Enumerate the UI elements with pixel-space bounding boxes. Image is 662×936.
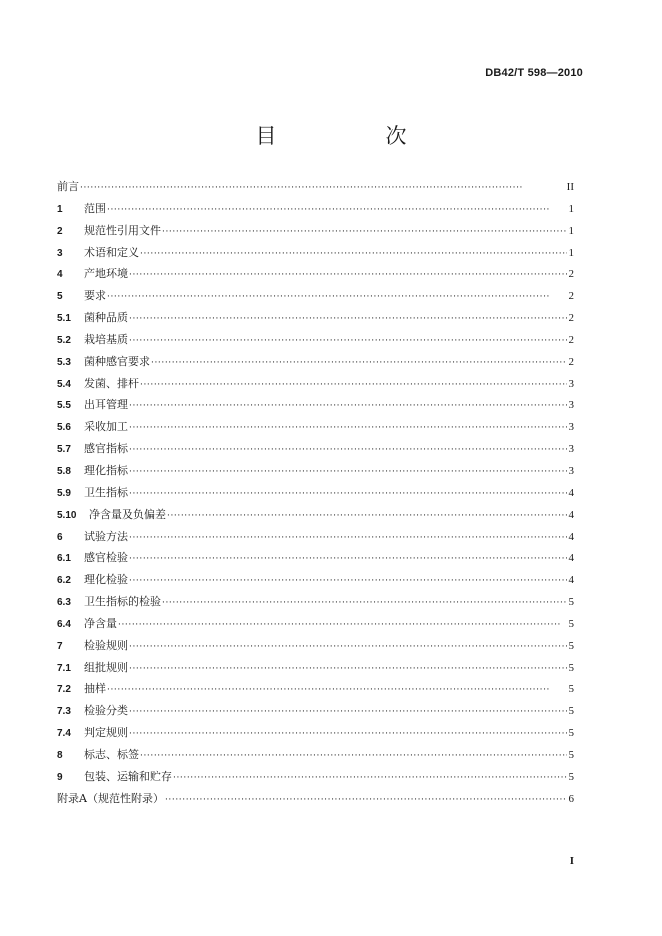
toc-label: 净含量及负偏差 [89, 507, 166, 521]
toc-label: 检验规则 [84, 638, 128, 652]
toc-label: 感官检验 [84, 551, 128, 565]
toc-page: 4 [568, 486, 574, 499]
toc-label: 菌种品质 [84, 311, 128, 325]
toc-number: 6.1 [57, 553, 71, 565]
toc-label: 出耳管理 [84, 398, 128, 412]
toc-label: 标志、标签 [84, 747, 139, 761]
toc-entry[interactable] [57, 613, 574, 635]
toc-page: 1 [568, 246, 574, 259]
toc-label: 规范性引用文件 [84, 223, 161, 237]
dot-leader [129, 418, 567, 440]
toc-entry[interactable] [57, 788, 574, 810]
table-of-contents [57, 176, 574, 809]
toc-label: 术语和定义 [84, 245, 139, 259]
toc-page: 5 [568, 639, 574, 652]
dot-leader [140, 746, 567, 768]
dot-leader [129, 484, 567, 506]
toc-page: 5 [568, 770, 574, 783]
toc-entry[interactable] [57, 744, 574, 766]
toc-label: 检验分类 [84, 704, 128, 718]
dot-leader [107, 680, 567, 702]
toc-page: 2 [568, 290, 574, 303]
toc-number: 5.5 [57, 400, 71, 412]
toc-label: 感官指标 [84, 442, 128, 456]
toc-label: 净含量 [84, 616, 117, 630]
toc-number: 1 [57, 203, 63, 215]
dot-leader [129, 724, 567, 746]
toc-label: 包装、运输和贮存 [84, 769, 172, 783]
dot-leader [107, 287, 567, 309]
toc-label: 卫生指标的检验 [84, 595, 161, 609]
toc-entry[interactable] [57, 438, 574, 460]
dot-leader [162, 593, 567, 615]
toc-number: 6.4 [57, 618, 71, 630]
dot-leader [129, 637, 567, 659]
toc-number: 7.2 [57, 684, 71, 696]
toc-entry[interactable] [57, 722, 574, 744]
toc-page: 3 [568, 399, 574, 412]
toc-entry[interactable] [57, 351, 574, 373]
toc-number: 5.2 [57, 334, 71, 346]
toc-entry[interactable] [57, 635, 574, 657]
page-title: 目 次 [255, 124, 451, 148]
toc-entry[interactable] [57, 569, 574, 591]
toc-number: 6.3 [57, 597, 71, 609]
dot-leader [129, 331, 567, 353]
toc-entry[interactable] [57, 700, 574, 722]
toc-number: 5 [57, 291, 63, 303]
toc-label: 试验方法 [84, 529, 128, 543]
toc-number: 2 [57, 225, 63, 237]
toc-entry[interactable] [57, 416, 574, 438]
toc-number: 5.7 [57, 444, 71, 456]
toc-page: 4 [568, 508, 574, 521]
toc-number: 4 [57, 269, 63, 281]
toc-page: 2 [568, 333, 574, 346]
toc-number: 8 [57, 749, 63, 761]
dot-leader [80, 178, 566, 200]
toc-entry[interactable] [57, 394, 574, 416]
toc-number: 5.4 [57, 378, 71, 390]
dot-leader [129, 462, 567, 484]
dot-leader [129, 440, 567, 462]
dot-leader [140, 244, 567, 266]
toc-entry[interactable] [57, 504, 574, 526]
toc-page: 3 [568, 464, 574, 477]
toc-page: 4 [568, 530, 574, 543]
dot-leader [118, 615, 567, 637]
toc-page: 2 [568, 355, 574, 368]
toc-number: 7.4 [57, 728, 71, 740]
toc-entry[interactable] [57, 307, 574, 329]
toc-entry[interactable] [57, 373, 574, 395]
page-number: I [569, 855, 574, 867]
toc-label: 采收加工 [84, 420, 128, 434]
toc-page: 4 [568, 574, 574, 587]
toc-page: 5 [568, 617, 574, 630]
toc-page: 1 [568, 224, 574, 237]
toc-label: 卫生指标 [84, 485, 128, 499]
toc-number: 5.1 [57, 313, 71, 325]
toc-label: 附录A（规范性附录） [57, 791, 164, 805]
toc-number: 6 [57, 531, 63, 543]
toc-label: 产地环境 [84, 267, 128, 281]
dot-leader [129, 549, 567, 571]
toc-page: 5 [568, 596, 574, 609]
toc-entry[interactable] [57, 526, 574, 548]
toc-number: 5.10 [57, 509, 77, 521]
toc-number: 5.6 [57, 422, 71, 434]
toc-number: 7 [57, 640, 63, 652]
toc-entry[interactable] [57, 242, 574, 264]
toc-page: 3 [568, 377, 574, 390]
toc-label: 前言 [57, 180, 79, 193]
toc-label: 理化检验 [84, 573, 128, 587]
toc-entry[interactable] [57, 176, 574, 198]
toc-entry[interactable] [57, 591, 574, 613]
toc-label: 发菌、排杆 [84, 376, 139, 390]
toc-entry[interactable] [57, 329, 574, 351]
toc-number: 7.1 [57, 662, 71, 674]
dot-leader [173, 768, 567, 790]
dot-leader [129, 265, 567, 287]
toc-entry[interactable] [57, 220, 574, 242]
dot-leader [129, 702, 567, 724]
toc-page: 5 [568, 748, 574, 761]
toc-page: 5 [568, 727, 574, 740]
toc-page: 4 [568, 552, 574, 565]
toc-page: 3 [568, 421, 574, 434]
toc-page: 3 [568, 443, 574, 456]
dot-leader [151, 353, 567, 375]
toc-entry[interactable] [57, 460, 574, 482]
toc-label: 菌种感官要求 [84, 354, 150, 368]
toc-number: 5.3 [57, 356, 71, 368]
dot-leader [129, 309, 567, 331]
dot-leader [107, 200, 567, 222]
toc-entry[interactable] [57, 766, 574, 788]
toc-page: 5 [568, 683, 574, 696]
toc-entry[interactable] [57, 198, 574, 220]
toc-page: II [566, 181, 574, 193]
toc-page: 5 [568, 705, 574, 718]
dot-leader [129, 571, 567, 593]
toc-entry[interactable] [57, 263, 574, 285]
standard-code: DB42/T 598—2010 [485, 67, 583, 79]
toc-label: 抽样 [84, 682, 106, 696]
toc-page: 2 [568, 312, 574, 325]
toc-label: 判定规则 [84, 726, 128, 740]
toc-entry[interactable] [57, 678, 574, 700]
toc-number: 5.9 [57, 487, 71, 499]
toc-number: 3 [57, 247, 63, 259]
dot-leader [129, 659, 567, 681]
toc-page: 1 [568, 202, 574, 215]
toc-entry[interactable] [57, 482, 574, 504]
toc-number: 9 [57, 771, 63, 783]
dot-leader [129, 528, 567, 550]
toc-label: 组批规则 [84, 660, 128, 674]
toc-label: 范围 [84, 201, 106, 215]
toc-number: 5.8 [57, 465, 71, 477]
toc-label: 要求 [84, 289, 106, 303]
toc-label: 理化指标 [84, 463, 128, 477]
dot-leader [129, 396, 567, 418]
dot-leader [140, 375, 567, 397]
toc-page: 2 [568, 268, 574, 281]
toc-number: 6.2 [57, 575, 71, 587]
toc-entry[interactable] [57, 285, 574, 307]
toc-entry[interactable] [57, 547, 574, 569]
dot-leader [165, 790, 567, 812]
toc-page: 5 [568, 661, 574, 674]
toc-page: 6 [568, 792, 574, 805]
toc-label: 栽培基质 [84, 332, 128, 346]
toc-entry[interactable] [57, 657, 574, 679]
dot-leader [162, 222, 567, 244]
toc-number: 7.3 [57, 706, 71, 718]
dot-leader [167, 506, 567, 528]
